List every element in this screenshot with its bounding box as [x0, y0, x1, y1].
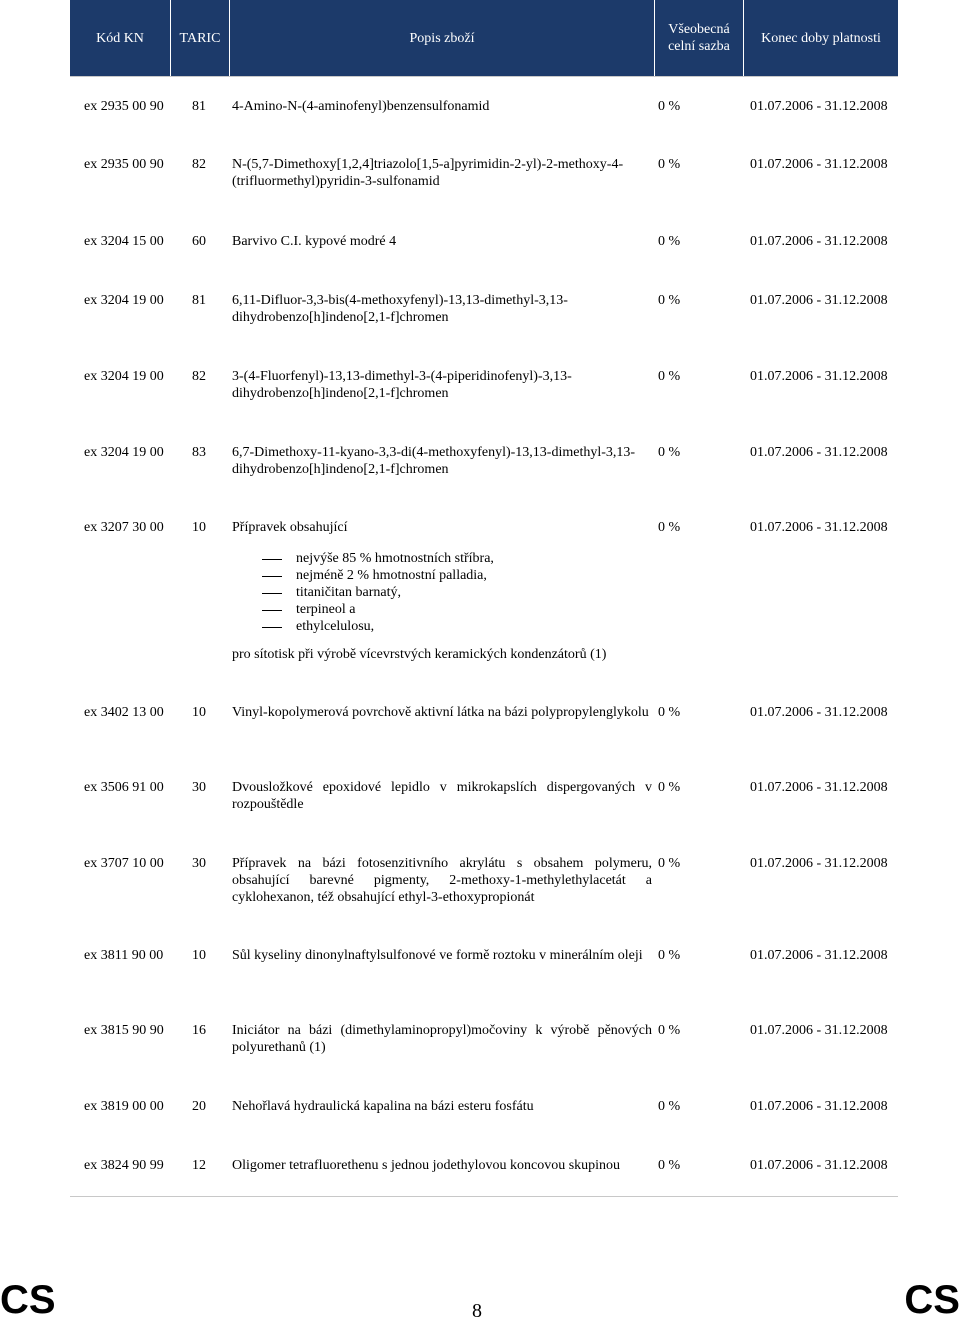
cell-validity: 01.07.2006 - 31.12.2008 [750, 948, 888, 963]
cell-validity: 01.07.2006 - 31.12.2008 [750, 780, 888, 795]
cell-duty-rate: 0 % [658, 445, 681, 460]
cell-kod-kn: ex 3824 90 99 [84, 1158, 164, 1173]
cell-description: Přípravek obsahující [232, 520, 348, 535]
language-code-right: CS [904, 1278, 960, 1322]
cell-validity: 01.07.2006 - 31.12.2008 [750, 1158, 888, 1173]
list-item-text: nejvýše 85 % hmotnostních stříbra, [296, 551, 494, 566]
list-item-text: ethylcelulosu, [296, 619, 375, 634]
cell-duty-rate: 0 % [658, 948, 681, 963]
cell-description: Vinyl-kopolymerová povrchově aktivní látka na bázi polypropylenglykolu [232, 705, 649, 720]
cell-taric: 82 [192, 157, 206, 172]
cell-validity: 01.07.2006 - 31.12.2008 [750, 705, 888, 720]
cell-description: 6,11-Difluor-3,3-bis(4-methoxyfenyl)-13,13-dimethyl-3,13-dihydrobenzo[h]indeno[2,1-f]chromen [232, 293, 568, 325]
usage-note: pro sítotisk při výrobě vícevrstvých keramických kondenzátorů (1) [232, 647, 607, 662]
header-sazba-line2: celní sazba [668, 39, 730, 54]
cell-validity: 01.07.2006 - 31.12.2008 [750, 1099, 888, 1114]
cell-duty-rate: 0 % [658, 369, 681, 384]
cell-kod-kn: ex 3402 13 00 [84, 705, 164, 720]
cell-kod-kn: ex 3815 90 90 [84, 1023, 164, 1038]
header-konec-doby-platnosti: Konec doby platnosti [761, 30, 881, 46]
header-kod-kn: Kód KN [96, 30, 144, 46]
cell-validity: 01.07.2006 - 31.12.2008 [750, 445, 888, 460]
cell-taric: 82 [192, 369, 206, 384]
cell-validity: 01.07.2006 - 31.12.2008 [750, 234, 888, 249]
cell-kod-kn: ex 3707 10 00 [84, 856, 164, 871]
header-sazba-line1: Všeobecná [668, 22, 730, 37]
list-item-text: terpineol a [296, 602, 356, 617]
cell-description: Nehořlavá hydraulická kapalina na bázi esteru fosfátu [232, 1099, 534, 1114]
table-row [70, 519, 898, 669]
cell-duty-rate: 0 % [658, 856, 681, 871]
cell-kod-kn: ex 3204 19 00 [84, 369, 164, 384]
cell-duty-rate: 0 % [658, 780, 681, 795]
cell-duty-rate: 0 % [658, 99, 681, 114]
cell-description: Sůl kyseliny dinonylnaftylsulfonové ve formě roztoku v minerálním oleji [232, 948, 643, 963]
cell-validity: 01.07.2006 - 31.12.2008 [750, 1023, 888, 1038]
cell-taric: 83 [192, 445, 206, 460]
header-taric: TARIC [179, 30, 221, 46]
cell-validity: 01.07.2006 - 31.12.2008 [750, 520, 888, 535]
cell-kod-kn: ex 3204 19 00 [84, 293, 164, 308]
cell-duty-rate: 0 % [658, 234, 681, 249]
cell-validity: 01.07.2006 - 31.12.2008 [750, 293, 888, 308]
cell-duty-rate: 0 % [658, 1023, 681, 1038]
cell-taric: 30 [192, 780, 206, 795]
cell-description: Přípravek na bázi fotosenzitivního akrylátu s obsahem polymeru, obsahující barevné pigmenty, 2-methoxy-1-methylethylacetát a cyklohexanon, též obsahující ethyl-3-ethoxypropionát [232, 856, 652, 905]
cell-taric: 60 [192, 234, 206, 249]
tariff-table-body [70, 76, 898, 1197]
cell-description: Oligomer tetrafluorethenu s jednou jodethylovou koncovou skupinou [232, 1158, 621, 1173]
cell-kod-kn: ex 3204 15 00 [84, 234, 164, 249]
cell-taric: 16 [192, 1023, 206, 1038]
cell-description: Barvivo C.I. kypové modré 4 [232, 234, 397, 249]
cell-kod-kn: ex 3207 30 00 [84, 520, 164, 535]
cell-description: 4-Amino-N-(4-aminofenyl)benzensulfonamid [232, 99, 490, 114]
cell-kod-kn: ex 3819 00 00 [84, 1099, 164, 1114]
cell-kod-kn: ex 2935 00 90 [84, 157, 164, 172]
cell-duty-rate: 0 % [658, 293, 681, 308]
cell-duty-rate: 0 % [658, 1099, 681, 1114]
language-code-left: CS [0, 1278, 56, 1322]
cell-description: 6,7-Dimethoxy-11-kyano-3,3-di(4-methoxyfenyl)-13,13-dimethyl-3,13-dihydrobenzo[h]indeno[2,1-f]chromen [232, 445, 636, 477]
dash-marker [262, 576, 282, 577]
dash-marker [262, 593, 282, 594]
cell-validity: 01.07.2006 - 31.12.2008 [750, 856, 888, 871]
cell-taric: 12 [192, 1158, 206, 1173]
cell-validity: 01.07.2006 - 31.12.2008 [750, 157, 888, 172]
cell-kod-kn: ex 3204 19 00 [84, 445, 164, 460]
cell-description: Dvousložkové epoxidové lepidlo v mikrokapslích dispergovaných v rozpouštědle [232, 780, 652, 812]
dash-marker [262, 559, 282, 560]
cell-duty-rate: 0 % [658, 157, 681, 172]
cell-description: N-(5,7-Dimethoxy[1,2,4]triazolo[1,5-a]pyrimidin-2-yl)-2-methoxy-4-(trifluormethyl)pyridin-3-sulfonamid [232, 157, 624, 189]
cell-kod-kn: ex 3506 91 00 [84, 780, 164, 795]
cell-taric: 10 [192, 705, 206, 720]
cell-description: Iniciátor na bázi (dimethylaminopropyl)močoviny k výrobě pěnových polyurethanů (1) [232, 1023, 652, 1055]
table-header [70, 0, 898, 77]
page-number: 8 [472, 1300, 482, 1322]
list-item-text: titaničitan barnatý, [296, 585, 401, 600]
cell-kod-kn: ex 2935 00 90 [84, 99, 164, 114]
header-popis-zbozi: Popis zboží [409, 30, 475, 46]
cell-kod-kn: ex 3811 90 00 [84, 948, 164, 963]
header-vseobecna-celni-sazba [655, 0, 743, 76]
dash-marker [262, 610, 282, 611]
cell-validity: 01.07.2006 - 31.12.2008 [750, 369, 888, 384]
cell-duty-rate: 0 % [658, 520, 681, 535]
cell-taric: 30 [192, 856, 206, 871]
cell-duty-rate: 0 % [658, 705, 681, 720]
cell-validity: 01.07.2006 - 31.12.2008 [750, 99, 888, 114]
dash-marker [262, 627, 282, 628]
cell-taric: 81 [192, 99, 206, 114]
cell-duty-rate: 0 % [658, 1158, 681, 1173]
cell-taric: 81 [192, 293, 206, 308]
cell-taric: 20 [192, 1099, 206, 1114]
cell-description: 3-(4-Fluorfenyl)-13,13-dimethyl-3-(4-piperidinofenyl)-3,13-dihydrobenzo[h]indeno[2,1-f]chromen [232, 369, 572, 401]
list-item-text: nejméně 2 % hmotnostní palladia, [296, 568, 487, 583]
cell-taric: 10 [192, 520, 206, 535]
cell-taric: 10 [192, 948, 206, 963]
